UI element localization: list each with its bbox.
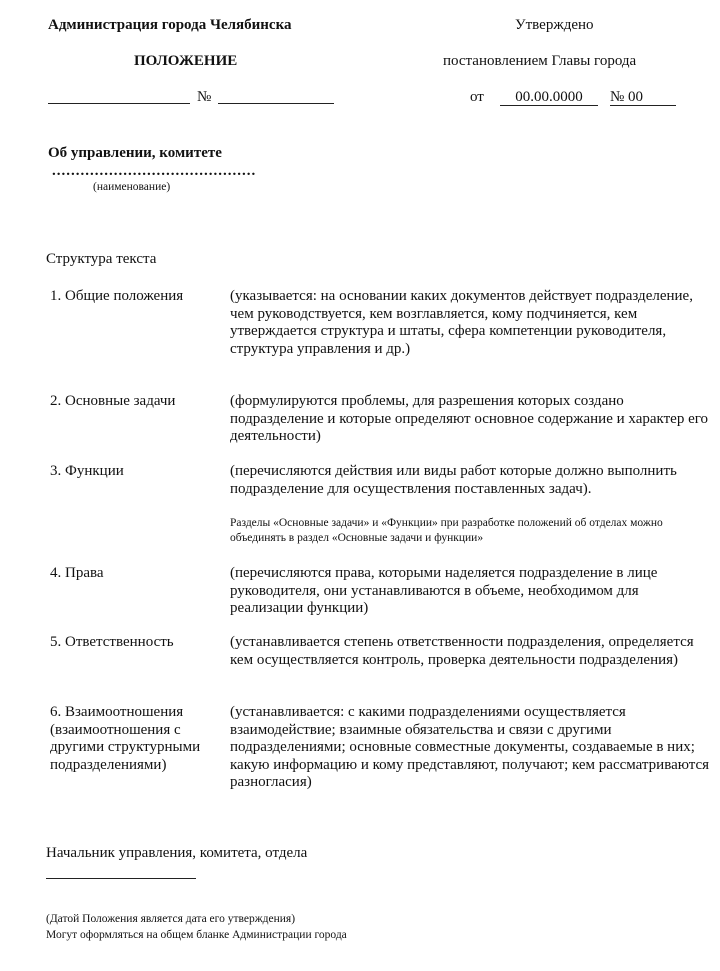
- section-4-desc: (перечисляются права, которыми наделяется подразделение в лице руководителя, они устанавливаются в объеме, необходимом для реализации функции): [230, 565, 658, 617]
- approval-date: 00.00.0000: [500, 89, 598, 106]
- signature-line: [46, 878, 196, 879]
- section-2-title: 2. Основные задачи: [50, 393, 176, 409]
- section-5-desc: (устанавливается степень ответственности подразделения, определяется кем осуществляется контроль, проверка деятельности подразделения): [230, 634, 694, 668]
- footer-note-blank: Могут оформляться на общем бланке Администрации города: [46, 929, 347, 941]
- approved-label: Утверждено: [515, 17, 594, 33]
- approved-by: постановлением Главы города: [443, 53, 637, 69]
- naming-hint: (наименование): [93, 181, 171, 193]
- section-3-title: 3. Функции: [50, 463, 124, 479]
- section-3-desc: (перечисляются действия или виды работ которые должно выполнить подразделение для осуществления поставленных задач).: [230, 463, 677, 497]
- section-1-desc: (указывается: на основании каких документов действует подразделение, чем руководствуется, кем возглавляется, кому подчиняется, кем утверждается структура и штаты, сфера компетенции руководителя, структура управления и др.): [230, 288, 693, 357]
- reg-number-line: [218, 103, 334, 104]
- document-heading: Об управлении, комитете: [48, 145, 222, 161]
- section-6-title: 6. Взаимоотношения (взаимоотношения с другими структурными подразделениями): [50, 704, 201, 773]
- signature-title: Начальник управления, комитета, отдела: [46, 845, 308, 861]
- structure-title: Структура текста: [46, 251, 157, 267]
- section-3-note: Разделы «Основные задачи» и «Функции» при разработке положений об отделах можно объединять в раздел «Основные задачи и функции»: [230, 517, 663, 544]
- reg-date-line: [48, 103, 190, 104]
- name-placeholder-dots: ...........................................: [52, 163, 257, 179]
- section-2-desc: (формулируются проблемы, для разрешения которых создано подразделение и которые определяют основное содержание и характер его деятельности): [230, 393, 709, 445]
- org-name: Администрация города Челябинска: [48, 17, 292, 33]
- approval-number: № 00: [610, 89, 676, 106]
- from-label: от: [470, 89, 484, 105]
- section-5-title: 5. Ответственность: [50, 634, 174, 650]
- number-sign: №: [197, 89, 212, 105]
- section-4-title: 4. Права: [50, 565, 104, 581]
- doc-type: ПОЛОЖЕНИЕ: [134, 53, 238, 69]
- footer-note-date: (Датой Положения является дата его утверждения): [46, 913, 296, 925]
- section-6-desc: (устанавливается: с какими подразделениями осуществляется взаимодействие; взаимные обязательства и связи с другими подразделениями; основные совместные документы, создаваемые в них; какую информацию и кому представляют, получают; кем рассматриваются разногласия): [230, 704, 710, 791]
- section-1-title: 1. Общие положения: [50, 288, 184, 304]
